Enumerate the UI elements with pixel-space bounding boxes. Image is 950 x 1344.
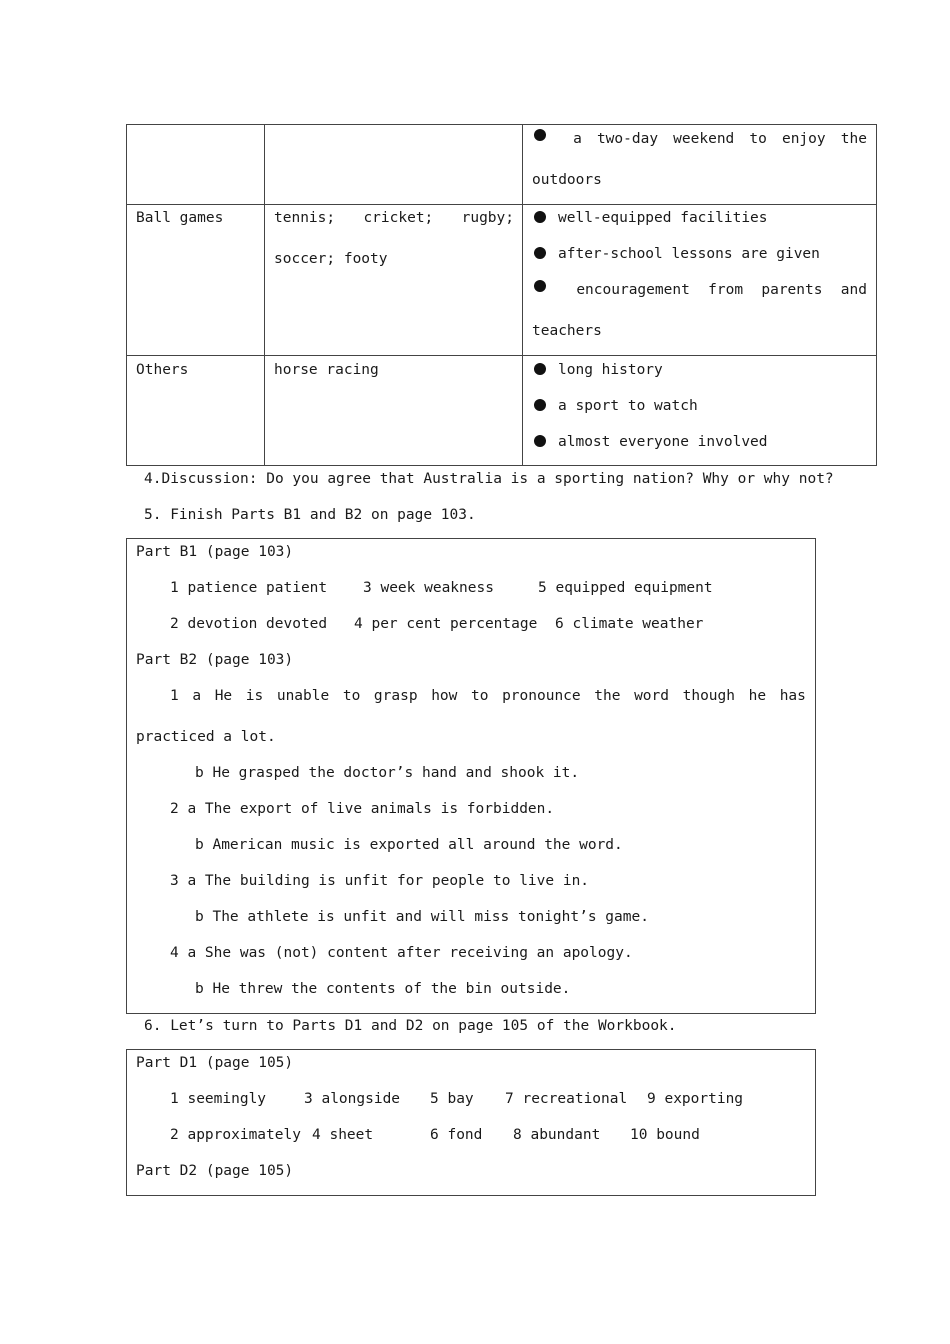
bullet-icon [534,211,546,223]
table-row-2-reason-3-cont: teachers [532,323,602,339]
d1-answer: 7 recreational [505,1091,628,1107]
bullet-icon [534,435,546,447]
d1-answer: 8 abundant [513,1127,601,1143]
d1-answer: 6 fond [430,1127,483,1143]
b2-item-3a: 3 a The building is unfit for people to live in. [170,873,590,889]
table-row-2-reason-3: encouragement from parents and [534,280,867,300]
b1-answer: 3 week weakness [363,580,494,596]
table-row-2-category: Ball games [136,210,224,226]
d1-answer: 2 approximately [170,1127,301,1143]
part-b2-title: Part B2 (page 103) [136,652,294,668]
table-row-2-sports-cont: soccer; footy [274,251,388,267]
d1-answer: 10 bound [630,1127,700,1143]
bullet-icon [534,399,546,411]
table-row-1-reason: a two-day weekend to enjoy the [534,129,867,149]
part-d1-title: Part D1 (page 105) [136,1055,294,1071]
d1-answer: 3 alongside [304,1091,401,1107]
table-divider [522,125,523,465]
b2-item-3b: b The athlete is unfit and will miss tonight’s game. [195,909,649,925]
bullet-icon [534,363,546,375]
part-d2-title: Part D2 (page 105) [136,1163,294,1179]
d1-answer: 4 sheet [312,1127,374,1143]
table-divider [264,125,265,465]
table-row-2-sports: tennis; cricket; rugby; [274,210,514,226]
table-row-1-reason-cont: outdoors [532,172,602,188]
bullet-icon [534,247,546,259]
b2-item-2a: 2 a The export of live animals is forbidden. [170,801,555,817]
b2-item-1a: 1 a He is unable to grasp how to pronounce the word though he has [170,688,806,704]
task-6-instruction: 6. Let’s turn to Parts D1 and D2 on page 105 of the Workbook. [144,1018,677,1034]
table-row-3-sports: horse racing [274,362,379,378]
b1-answer: 5 equipped equipment [538,580,713,596]
part-b1-title: Part B1 (page 103) [136,544,294,560]
b1-answer: 4 per cent percentage [354,616,538,632]
table-divider [127,204,876,205]
b1-answer: 6 climate weather [555,616,704,632]
b2-item-1a-cont: practiced a lot. [136,729,276,745]
b1-answer: 2 devotion devoted [170,616,328,632]
table-row-3-category: Others [136,362,189,378]
task-5-instruction: 5. Finish Parts B1 and B2 on page 103. [144,507,476,523]
table-row-3-reason-2: a sport to watch [534,396,698,416]
discussion-question: 4.Discussion: Do you agree that Australia is a sporting nation? Why or why not? [144,471,834,487]
b1-answer: 1 patience patient [170,580,328,596]
d1-answer: 5 bay [430,1091,474,1107]
b2-item-1b: b He grasped the doctor’s hand and shook it. [195,765,580,781]
table-row-2-reason-2: after-school lessons are given [534,244,820,264]
table-row-2-reason-1: well-equipped facilities [534,208,768,228]
d1-answer: 1 seemingly [170,1091,267,1107]
b2-item-4a: 4 a She was (not) content after receiving an apology. [170,945,633,961]
bullet-icon [534,280,546,292]
bullet-icon [534,129,546,141]
sports-table [126,124,877,466]
table-row-3-reason-1: long history [534,360,663,380]
b2-item-2b: b American music is exported all around the word. [195,837,623,853]
part-b-answer-box [126,538,816,1014]
table-row-3-reason-3: almost everyone involved [534,432,768,452]
b2-item-4b: b He threw the contents of the bin outside. [195,981,571,997]
table-divider [127,355,876,356]
part-d-answer-box [126,1049,816,1196]
d1-answer: 9 exporting [647,1091,744,1107]
